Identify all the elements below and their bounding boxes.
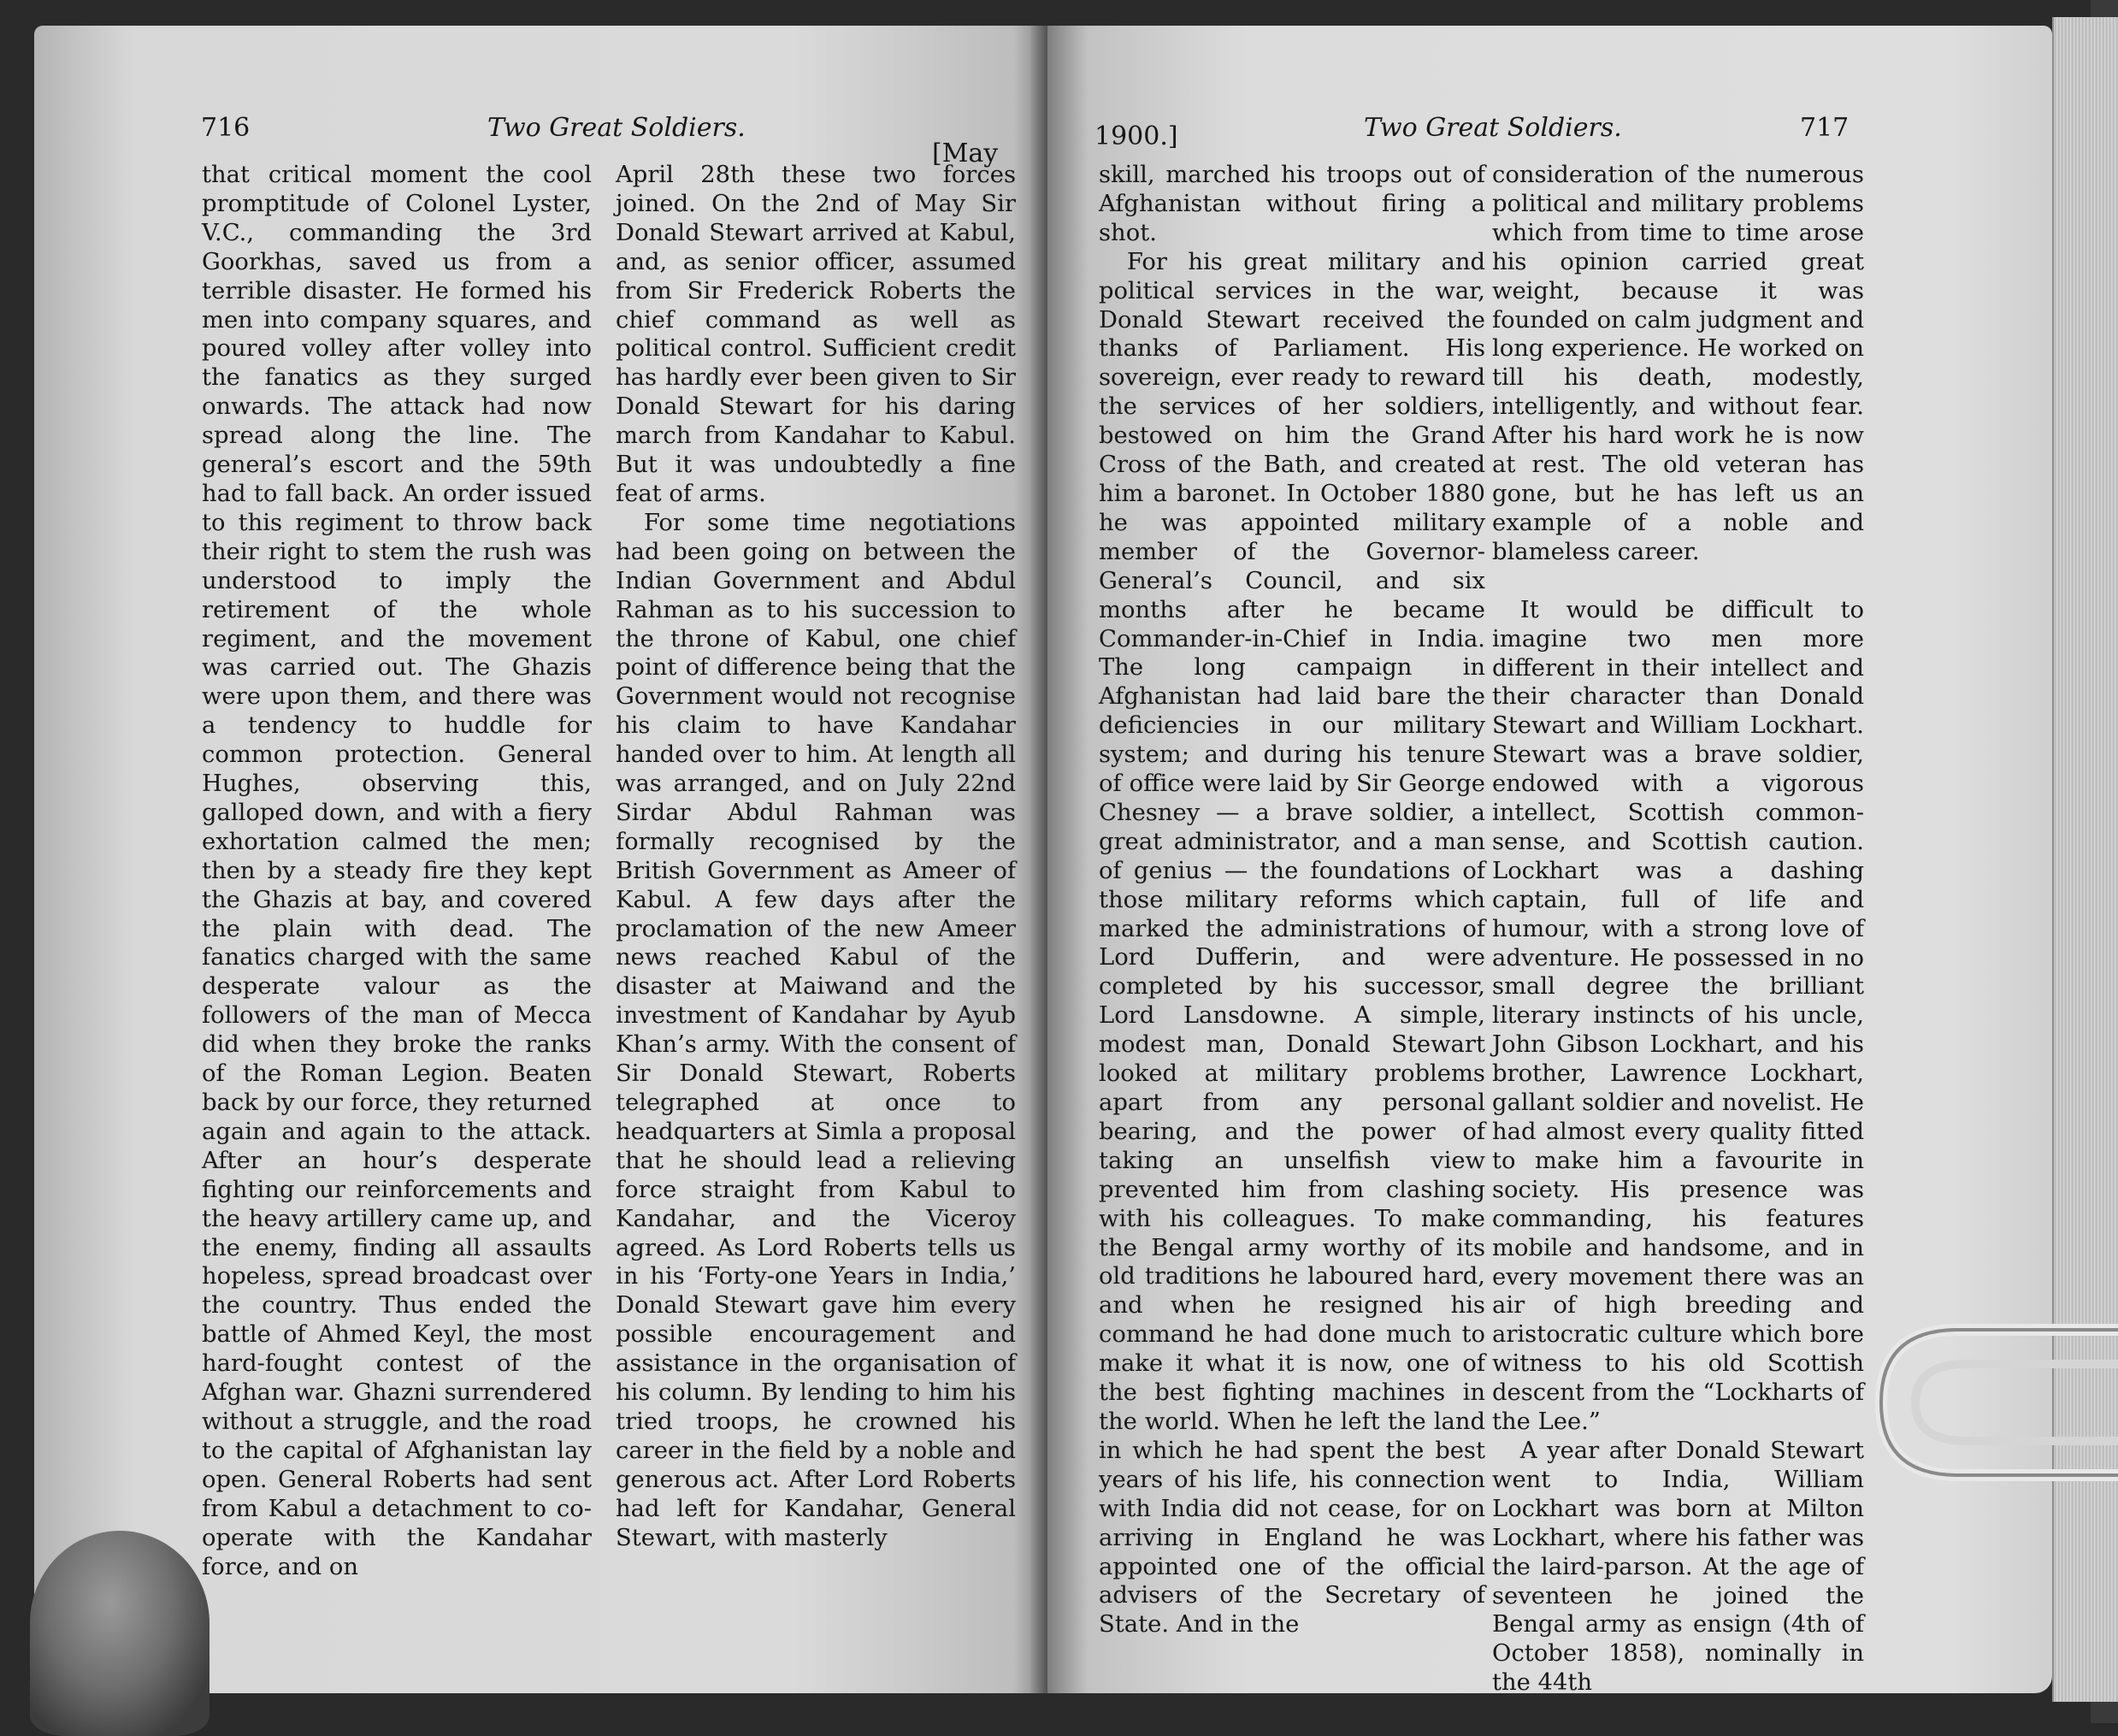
paragraph: consideration of the numerous political and military problems which from time to time arose his opinion carried great weight, because it was founded on calm judgment and long experience. He worked on till his death, modestly, intelligently, and without fear. After his hard work he is now at rest. The old veteran has gone, but he has left us an example of a noble and blameless career.: [1492, 162, 1864, 565]
paper-clip-icon: [1864, 1300, 2118, 1514]
text-column-left-2: [616, 161, 1016, 1553]
text-column-left-1: [202, 161, 592, 1581]
paragraph: A year after Donald Stewart went to India, William Lockhart was born at Milton Lockhart, where his father was the laird-parson. At the age of seventeen he joined the Bengal army as ensign (4th of October 1858), nominally in the 44th: [1492, 1437, 1864, 1697]
page-number: 716: [201, 113, 251, 143]
thumb: [30, 1531, 209, 1736]
paragraph: For some time negotiations had been going on between the Indian Government and Abdul Rahman as to his succession to the throne of Kabul, one chief point of difference being that the Government would not recognise his claim to have Kandahar handed over to him. At length all was arranged, and on July 22nd Sirdar Abdul Rahman was formally recognised by the British Government as Ameer of Kabul. A few days after the proclamation of the new Ameer news reached Kabul of the disaster at Maiwand and the investment of Kandahar by Ayub Khan’s army. With the consent of Sir Donald Stewart, Roberts telegraphed at once to headquarters at Simla a proposal that he should lead a relieving force straight from Kabul to Kandahar, and the Viceroy agreed. As Lord Roberts tells us in his ‘Forty-one Years in India,’ Donald Stewart gave him every possible encouragement and assistance in the organisation of his column. By lending to him his tried troops, he crowned his career in the field by a noble and generous act. After Lord Roberts had left for Kandahar, General Stewart, with masterly: [616, 509, 1016, 1551]
right-page-header: [1047, 107, 2052, 150]
running-title: Two Great Soldiers.: [1364, 113, 1622, 143]
paragraph: skill, marched his troops out of Afghanistan without firing a shot.: [1099, 162, 1485, 246]
paragraph: April 28th these two forces joined. On the 2nd of May Sir Donald Stewart arrived at Kabul, and, as senior officer, assumed from Sir Frederick Roberts the chief command as well as political control. Sufficient credit has hardly ever been given to Sir Donald Stewart for his daring march from Kandahar to Kabul. But it was undoubtedly a fine feat of arms.: [616, 162, 1016, 507]
left-page-header: [34, 107, 1043, 168]
date-reference: [May: [932, 139, 999, 168]
paragraph: It would be difficult to imagine two men more different in their intellect and their character than Donald Stewart and William Lockhart. Stewart was a brave soldier, endowed with a vigorous intellect, Scottish common-sense, and Scottish caution. Lockhart was a dashing captain, full of life and humour, with a strong love of adventure. He possessed in no small degree the brilliant literary instincts of his uncle, John Gibson Lockhart, and his brother, Lawrence Lockhart, gallant soldier and novelist. He had almost every quality fitted to make him a favourite in society. His presence was commanding, his features mobile and handsome, and in every movement there was an air of high breeding and aristocratic culture which bore witness to his old Scottish descent from the “Lockharts of the Lee.”: [1492, 596, 1864, 1436]
running-title: Two Great Soldiers.: [487, 113, 746, 143]
paragraph: For his great military and political services in the war, Donald Stewart received the thanks of Parliament. His sovereign, ever ready to reward the services of her soldiers, bestowed on him the Grand Cross of the Bath, and created him a baronet. In October 1880 he was appointed military member of the Governor-General’s Council, and six months after he became Commander-in-Chief in India. The long campaign in Afghanistan had laid bare the deficiencies in our military system; and during his tenure of office were laid by Sir George Chesney — a brave soldier, a great administrator, and a man of genius — the foundations of those military reforms which marked the administrations of Lord Dufferin, and were completed by his successor, Lord Lansdowne. A simple, modest man, Donald Stewart looked at military problems apart from any personal bearing, and the power of taking an unselfish view prevented him from clashing with his colleagues. To make the Bengal army worthy of its old traditions he laboured hard, and when he resigned his command he had done much to make it what it is now, one of the best fighting machines in the world. When he left the land in which he had spent the best years of his life, his connection with India did not cease, for on arriving in England he was appointed one of the official advisers of the Secretary of State. And in the: [1099, 248, 1485, 1639]
paragraph: that critical moment the cool promptitude of Colonel Lyster, V.C., commanding the 3rd Goorkhas, saved us from a terrible disaster. He formed his men into company squares, and poured volley after volley into the fanatics as they surged onwards. The attack had now spread along the line. The general’s escort and the 59th had to fall back. An order issued to this regiment to throw back their right to stem the rush was understood to imply the retirement of the whole regiment, and the movement was carried out. The Ghazis were upon them, and there was a tendency to huddle for common protection. General Hughes, observing this, galloped down, and with a fiery exhortation calmed the men; then by a steady fire they kept the Ghazis at bay, and covered the plain with dead. The fanatics charged with the same desperate valour as the followers of the man of Mecca did when they broke the ranks of the Roman Legion. Beaten back by our force, they returned again and again to the attack. After an hour’s desperate fighting our reinforcements and the heavy artillery came up, and the enemy, finding all assaults hopeless, spread broadcast over the country. Thus ended the battle of Ahmed Keyl, the most hard-fought contest of the Afghan war. Ghazni surrendered without a struggle, and the road to the capital of Afghanistan lay open. General Roberts had sent from Kabul a detachment to co-operate with the Kandahar force, and on: [202, 162, 592, 1580]
page-number: 717: [1800, 113, 1850, 143]
section-break: [1492, 567, 1864, 596]
text-column-right-2: [1492, 161, 1864, 1698]
date-reference: 1900.]: [1094, 121, 1178, 151]
text-column-right-1: [1099, 161, 1485, 1639]
left-page: [34, 26, 1043, 1693]
